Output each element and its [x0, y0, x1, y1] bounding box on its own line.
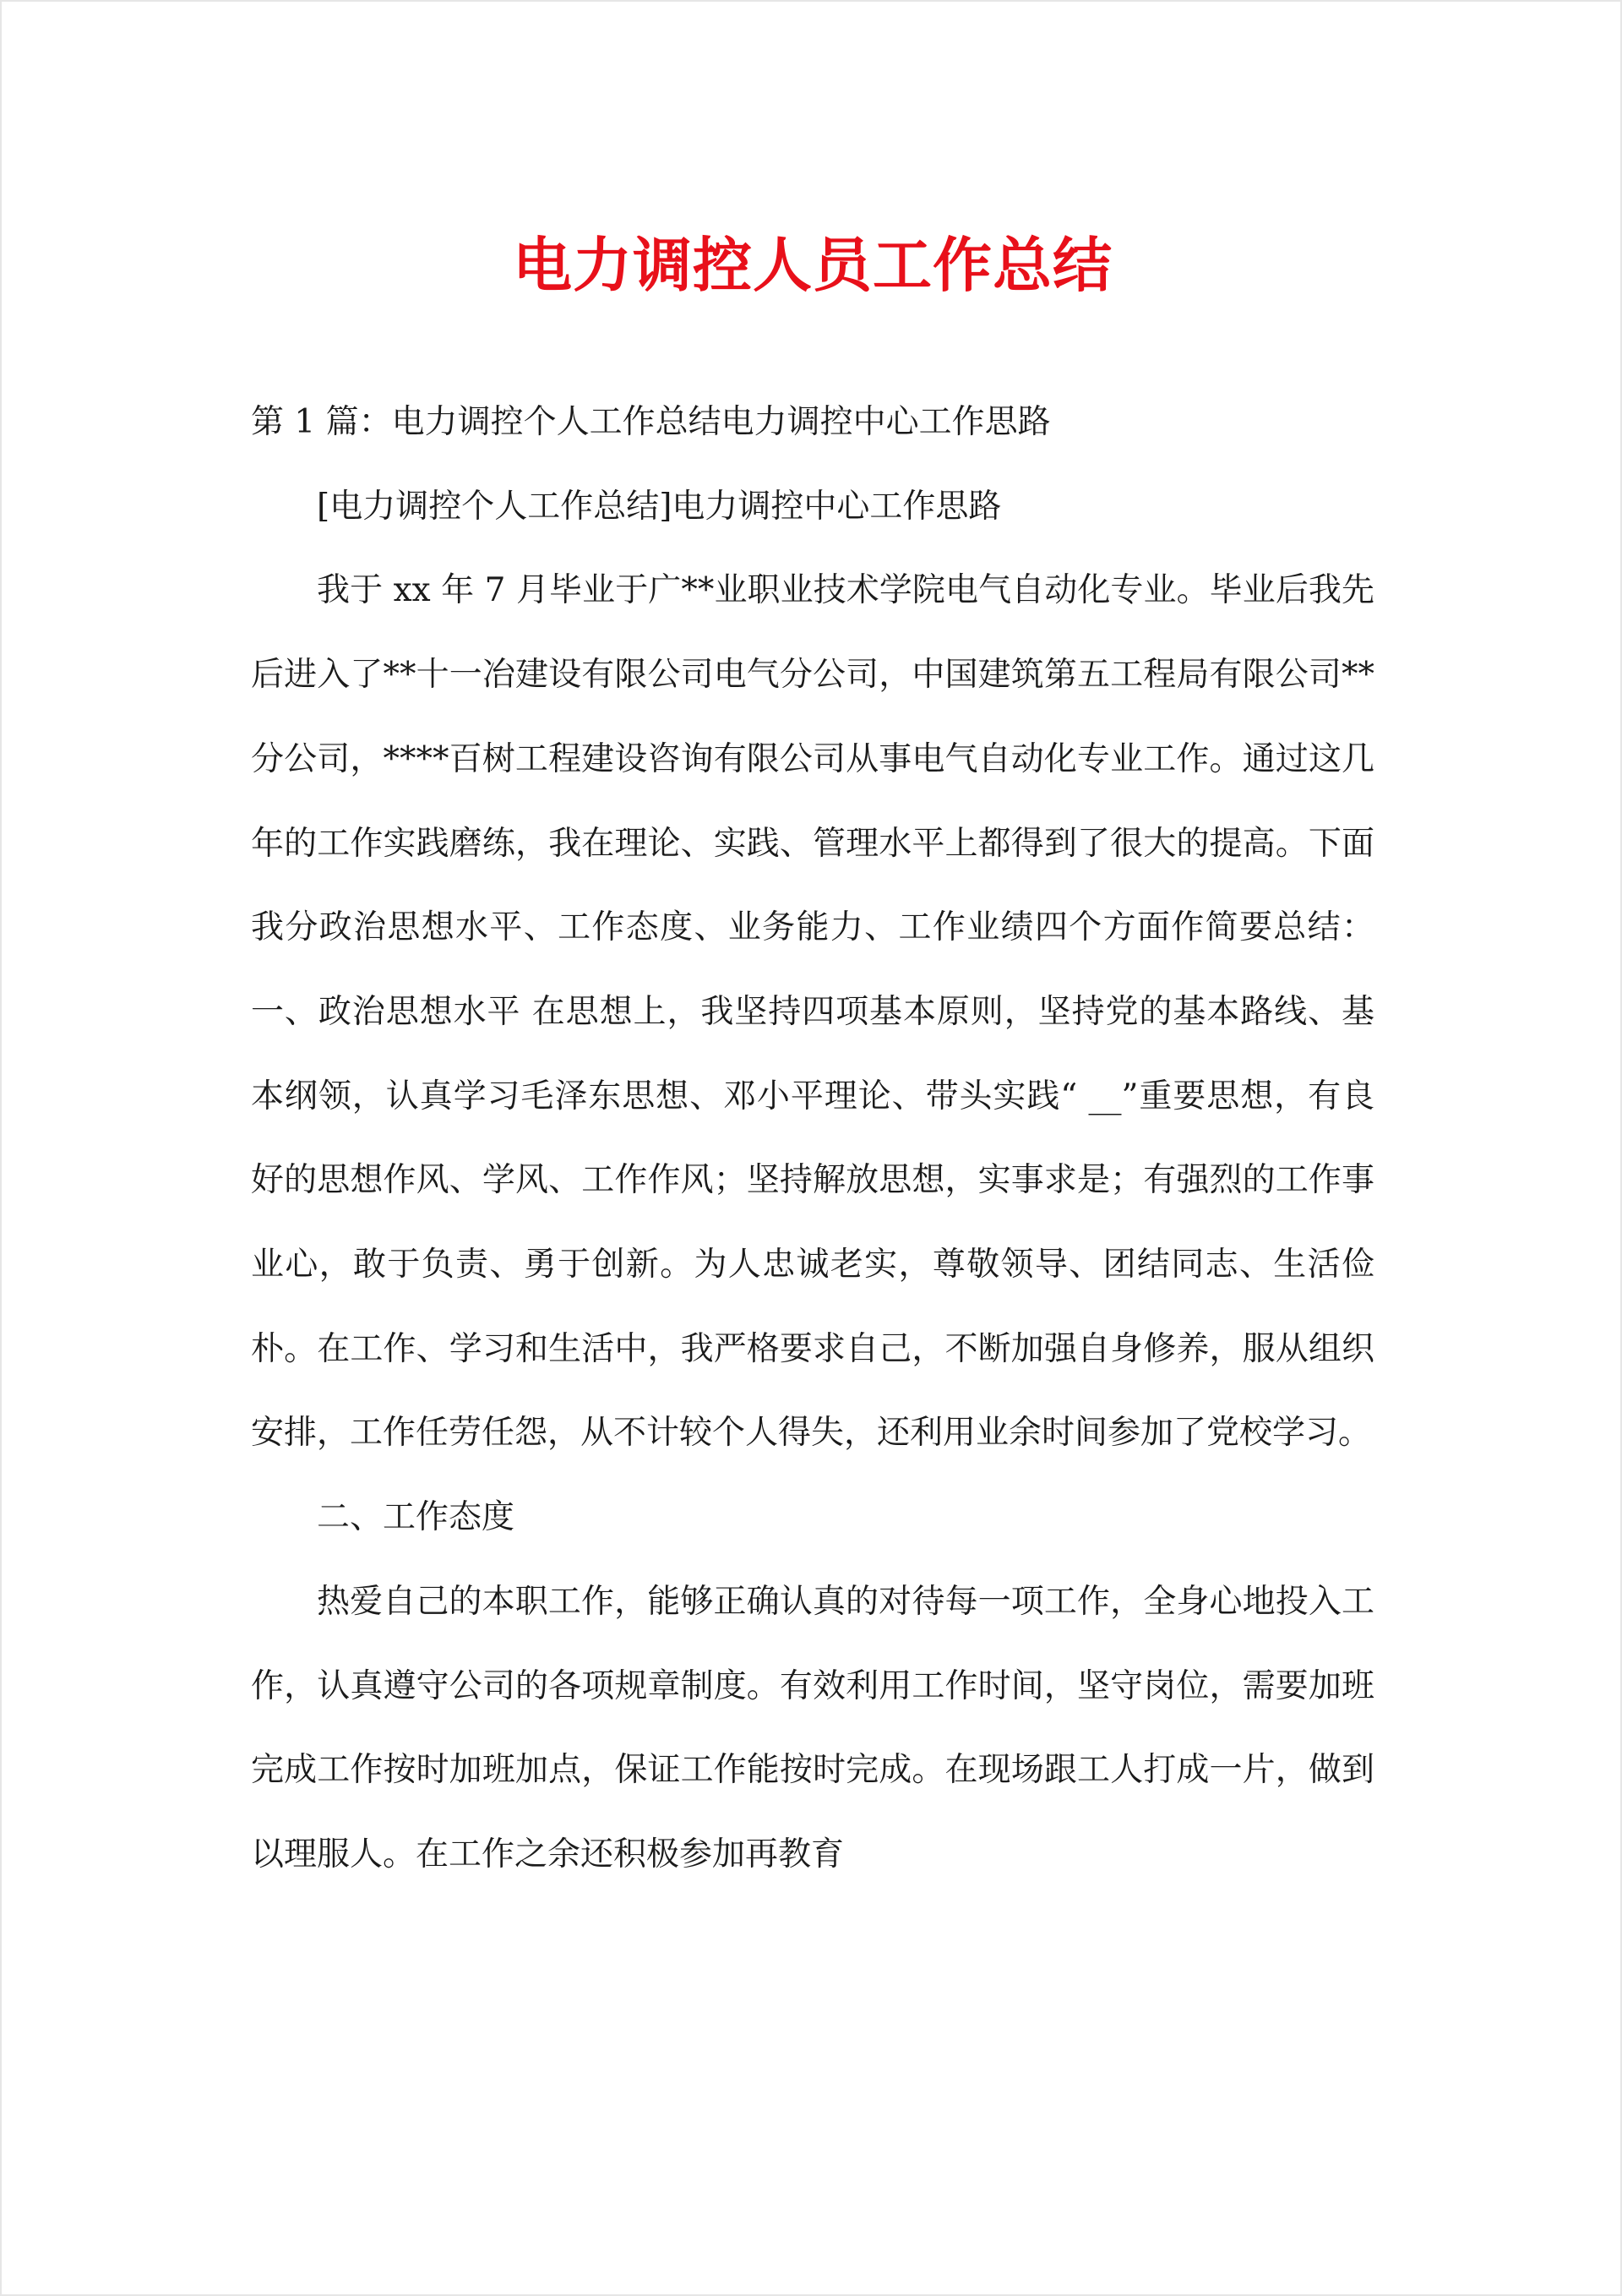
section-heading: 第 1 篇：电力调控个人工作总结电力调控中心工作思路	[251, 403, 1051, 441]
paragraph-subtitle: [电力调控个人工作总结]电力调控中心工作思路	[317, 487, 1002, 526]
document-body	[251, 380, 1374, 1897]
document-title: 电力调控人员工作总结	[513, 231, 1113, 300]
paragraph-work-attitude: 热爱自己的本职工作，能够正确认真的对待每一项工作，全身心地投入工作，认真遵守公司的各项规章制度。有效利用工作时间，坚守岗位，需要加班完成工作按时加班加点，保证工作能按时完成。在现场跟工人打成一片，做到以理服人。在工作之余还积极参加再教育	[251, 1582, 1374, 1873]
paragraph-work-attitude-heading: 二、工作态度	[317, 1498, 515, 1537]
paragraph-introduction: 我于 xx 年 7 月毕业于广**业职业技术学院电气自动化专业。毕业后我先后进入了**十一冶建设有限公司电气分公司，中国建筑第五工程局有限公司**分公司，****百树工程建设咨询有限公司从事电气自动化专业工作。通过这几年的工作实践磨练，我在理论、实践、管理水平上都得到了很大的提高。下面我分政治思想水平、工作态度、业务能力、工作业绩四个方面作简要总结： 一、政治思想水平 在思想上，我坚持四项基本原则，坚持党的基本路线、基本纲领，认真学习毛泽东思想、邓小平理论、带头实践“ __”重要思想，有良好的思想作风、学风、工作作风；坚持解放思想，实事求是；有强烈的工作事业心，敢于负责、勇于创新。为人忠诚老实，尊敬领导、团结同志、生活俭朴。在工作、学习和生活中，我严格要求自己，不断加强自身修养，服从组织安排，工作任劳任怨，从不计较个人得失，还利用业余时间参加了党校学习。	[251, 571, 1374, 1453]
